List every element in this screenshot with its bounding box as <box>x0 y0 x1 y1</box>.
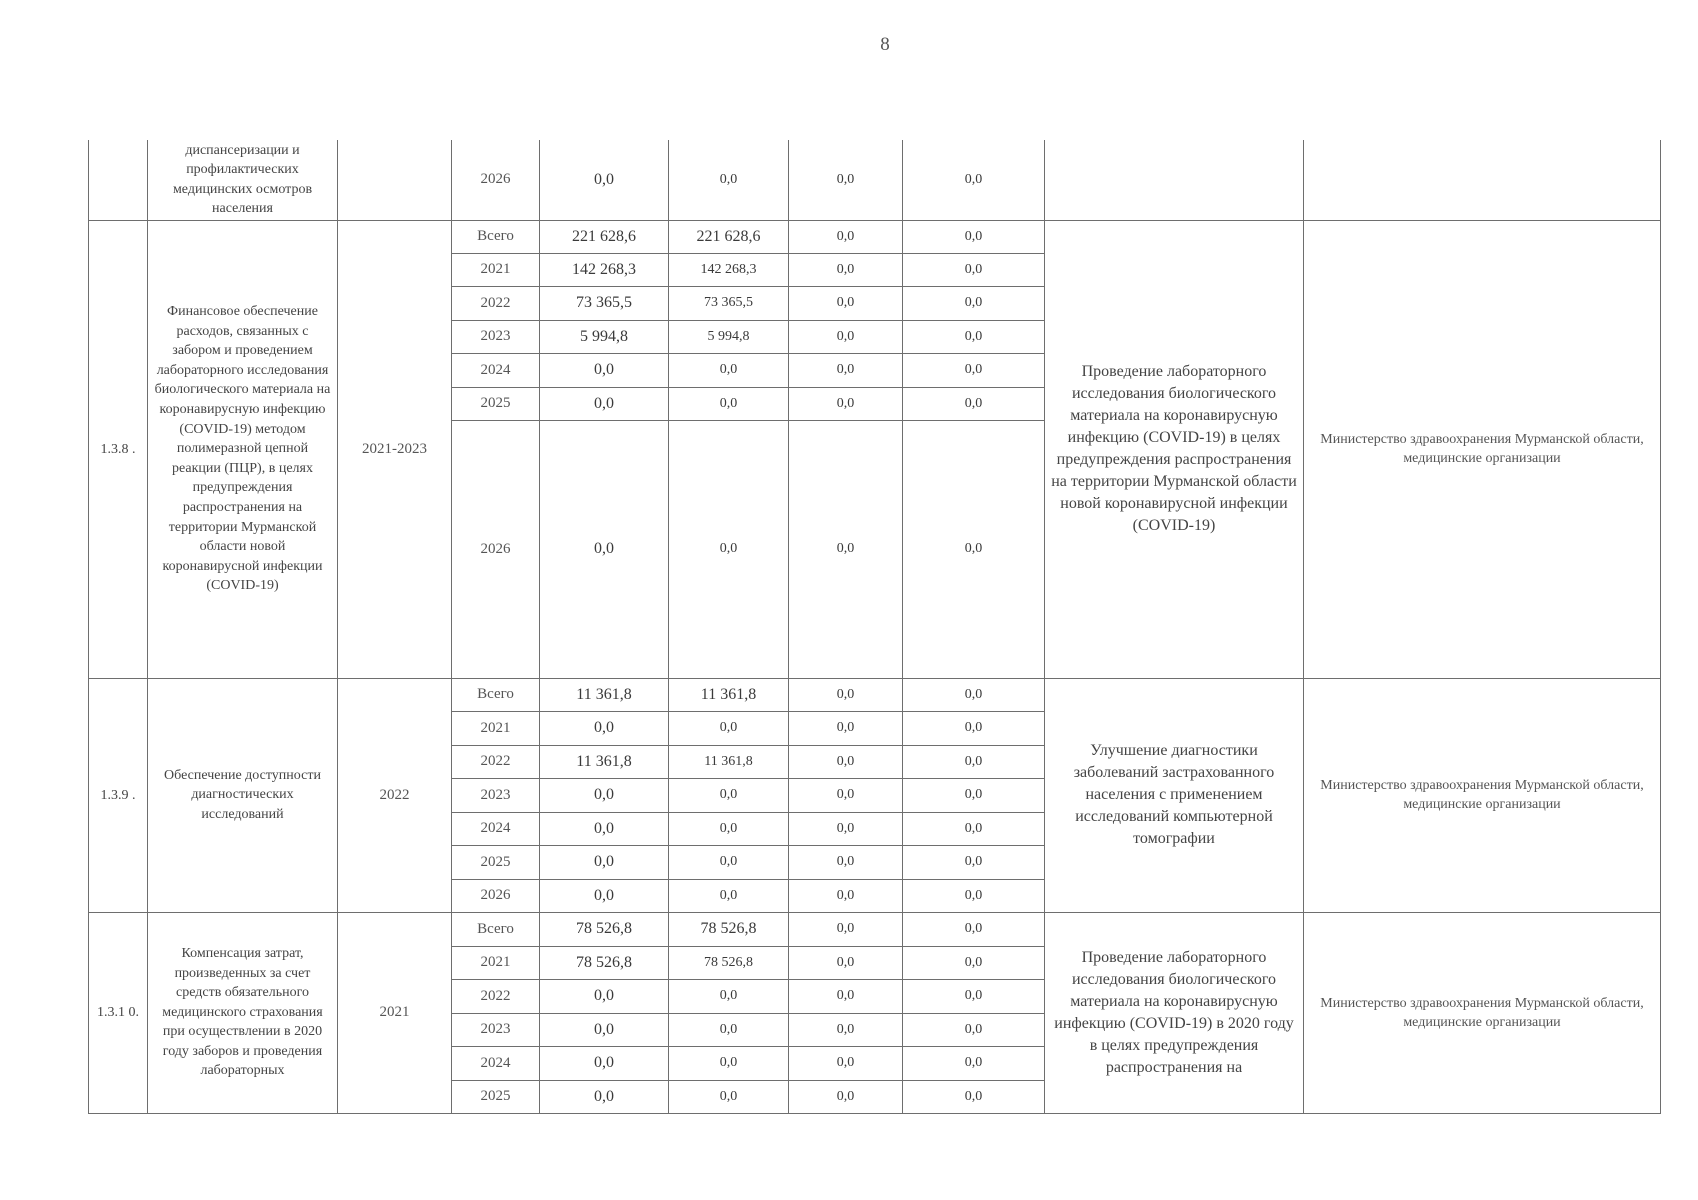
year-cell: 2021 <box>452 946 540 979</box>
value-other: 0,0 <box>903 286 1045 320</box>
item-code: 1.3.9 . <box>89 678 148 912</box>
value-total: 0,0 <box>540 420 669 678</box>
value-other: 0,0 <box>903 420 1045 678</box>
value-other: 0,0 <box>903 253 1045 286</box>
value-other: 0,0 <box>903 912 1045 946</box>
value-other: 0,0 <box>903 387 1045 420</box>
value-fed: 0,0 <box>789 387 903 420</box>
value-fed: 0,0 <box>789 979 903 1013</box>
value-total: 0,0 <box>540 140 669 220</box>
year-cell: 2023 <box>452 778 540 812</box>
value-fed: 0,0 <box>789 253 903 286</box>
item-result: Проведение лабораторного исследования биологического материала на коронавирусную инфекцию (COVID-19) в 2020 году в целях предупреждения распространения на <box>1045 912 1304 1113</box>
value-oms: 0,0 <box>669 812 789 845</box>
period-cell <box>338 140 452 220</box>
value-fed: 0,0 <box>789 1013 903 1046</box>
value-oms: 78 526,8 <box>669 946 789 979</box>
value-fed: 0,0 <box>789 678 903 711</box>
value-oms: 0,0 <box>669 420 789 678</box>
value-other: 0,0 <box>903 140 1045 220</box>
year-cell: 2023 <box>452 1013 540 1046</box>
value-fed: 0,0 <box>789 140 903 220</box>
value-total: 0,0 <box>540 879 669 912</box>
value-total: 0,0 <box>540 812 669 845</box>
value-oms: 0,0 <box>669 778 789 812</box>
year-cell: 2026 <box>452 879 540 912</box>
value-fed: 0,0 <box>789 320 903 353</box>
value-oms: 0,0 <box>669 140 789 220</box>
year-cell: 2022 <box>452 979 540 1013</box>
value-total: 11 361,8 <box>540 745 669 778</box>
value-fed: 0,0 <box>789 778 903 812</box>
value-oms: 142 268,3 <box>669 253 789 286</box>
responsible-cell <box>1304 140 1661 220</box>
year-cell: 2025 <box>452 387 540 420</box>
value-oms: 0,0 <box>669 845 789 879</box>
value-oms: 11 361,8 <box>669 678 789 711</box>
value-total: 78 526,8 <box>540 912 669 946</box>
year-cell: 2023 <box>452 320 540 353</box>
item-responsible: Министерство здравоохранения Мурманской области, медицинские организации <box>1304 678 1661 912</box>
value-total: 0,0 <box>540 979 669 1013</box>
value-fed: 0,0 <box>789 946 903 979</box>
year-cell: 2026 <box>452 420 540 678</box>
value-oms: 0,0 <box>669 387 789 420</box>
value-oms: 221 628,6 <box>669 220 789 253</box>
page-number: 8 <box>880 34 890 55</box>
item-period: 2022 <box>338 678 452 912</box>
year-cell: 2024 <box>452 812 540 845</box>
year-cell: 2025 <box>452 845 540 879</box>
year-cell: 2024 <box>452 353 540 387</box>
value-total: 0,0 <box>540 711 669 745</box>
value-fed: 0,0 <box>789 812 903 845</box>
value-other: 0,0 <box>903 678 1045 711</box>
value-oms: 0,0 <box>669 353 789 387</box>
value-other: 0,0 <box>903 320 1045 353</box>
value-fed: 0,0 <box>789 220 903 253</box>
item-period: 2021 <box>338 912 452 1113</box>
value-other: 0,0 <box>903 353 1045 387</box>
value-other: 0,0 <box>903 1013 1045 1046</box>
code-cell <box>89 140 148 220</box>
value-oms: 0,0 <box>669 1046 789 1080</box>
item-responsible: Министерство здравоохранения Мурманской области, медицинские организации <box>1304 912 1661 1113</box>
value-fed: 0,0 <box>789 1080 903 1113</box>
value-other: 0,0 <box>903 879 1045 912</box>
value-oms: 0,0 <box>669 711 789 745</box>
value-total: 142 268,3 <box>540 253 669 286</box>
item-code: 1.3.1 0. <box>89 912 148 1113</box>
value-other: 0,0 <box>903 1046 1045 1080</box>
result-cell <box>1045 140 1304 220</box>
value-oms: 0,0 <box>669 879 789 912</box>
continuation-row <box>89 140 1661 220</box>
value-total: 0,0 <box>540 1013 669 1046</box>
item-period: 2021-2023 <box>338 220 452 678</box>
value-total: 0,0 <box>540 387 669 420</box>
year-cell: Всего <box>452 678 540 711</box>
item-result: Улучшение диагностики заболеваний застрахованного населения с применением исследований компьютерной томографии <box>1045 678 1304 912</box>
value-other: 0,0 <box>903 745 1045 778</box>
table-row <box>89 678 1661 711</box>
value-total: 0,0 <box>540 1046 669 1080</box>
value-fed: 0,0 <box>789 711 903 745</box>
value-total: 221 628,6 <box>540 220 669 253</box>
value-fed: 0,0 <box>789 420 903 678</box>
value-total: 0,0 <box>540 353 669 387</box>
value-other: 0,0 <box>903 946 1045 979</box>
value-oms: 5 994,8 <box>669 320 789 353</box>
table-row <box>89 912 1661 946</box>
program-table <box>88 140 1661 1114</box>
year-cell: 2024 <box>452 1046 540 1080</box>
value-oms: 11 361,8 <box>669 745 789 778</box>
item-result: Проведение лабораторного исследования биологического материала на коронавирусную инфекцию (COVID-19) в целях предупреждения распространения на территории Мурманской области новой коронавирусной инфекции (COVID-19) <box>1045 220 1304 678</box>
value-fed: 0,0 <box>789 286 903 320</box>
year-cell: 2022 <box>452 286 540 320</box>
year-cell: 2021 <box>452 253 540 286</box>
table-row <box>89 220 1661 253</box>
value-oms: 0,0 <box>669 1013 789 1046</box>
value-total: 0,0 <box>540 778 669 812</box>
value-other: 0,0 <box>903 1080 1045 1113</box>
value-fed: 0,0 <box>789 745 903 778</box>
value-fed: 0,0 <box>789 845 903 879</box>
value-other: 0,0 <box>903 711 1045 745</box>
item-name: Финансовое обеспечение расходов, связанных с забором и проведением лабораторного исследования биологического материала на коронавирусную инфекцию (COVID-19) методом полимеразной цепной реакции (ПЦР), в целях предупреждения распространения на территории Мурманской области новой коронавирусной инфекции (COVID-19) <box>148 220 338 678</box>
value-other: 0,0 <box>903 220 1045 253</box>
value-oms: 0,0 <box>669 1080 789 1113</box>
value-total: 0,0 <box>540 845 669 879</box>
value-total: 0,0 <box>540 1080 669 1113</box>
value-total: 78 526,8 <box>540 946 669 979</box>
value-oms: 78 526,8 <box>669 912 789 946</box>
item-code: 1.3.8 . <box>89 220 148 678</box>
value-other: 0,0 <box>903 979 1045 1013</box>
value-other: 0,0 <box>903 778 1045 812</box>
year-cell: Всего <box>452 220 540 253</box>
value-fed: 0,0 <box>789 353 903 387</box>
year-cell: Всего <box>452 912 540 946</box>
value-oms: 73 365,5 <box>669 286 789 320</box>
year-cell: 2021 <box>452 711 540 745</box>
year-cell: 2025 <box>452 1080 540 1113</box>
value-other: 0,0 <box>903 845 1045 879</box>
year-cell: 2022 <box>452 745 540 778</box>
value-total: 11 361,8 <box>540 678 669 711</box>
value-oms: 0,0 <box>669 979 789 1013</box>
value-fed: 0,0 <box>789 879 903 912</box>
item-name: диспансеризации и профилактических медицинских осмотров населения <box>148 140 338 220</box>
value-fed: 0,0 <box>789 912 903 946</box>
value-total: 73 365,5 <box>540 286 669 320</box>
item-name: Обеспечение доступности диагностических исследований <box>148 678 338 912</box>
item-responsible: Министерство здравоохранения Мурманской области, медицинские организации <box>1304 220 1661 678</box>
value-total: 5 994,8 <box>540 320 669 353</box>
value-fed: 0,0 <box>789 1046 903 1080</box>
year-cell: 2026 <box>452 140 540 220</box>
value-other: 0,0 <box>903 812 1045 845</box>
item-name: Компенсация затрат, произведенных за счет средств обязательного медицинского страхования при осуществлении в 2020 году заборов и проведения лабораторных <box>148 912 338 1113</box>
